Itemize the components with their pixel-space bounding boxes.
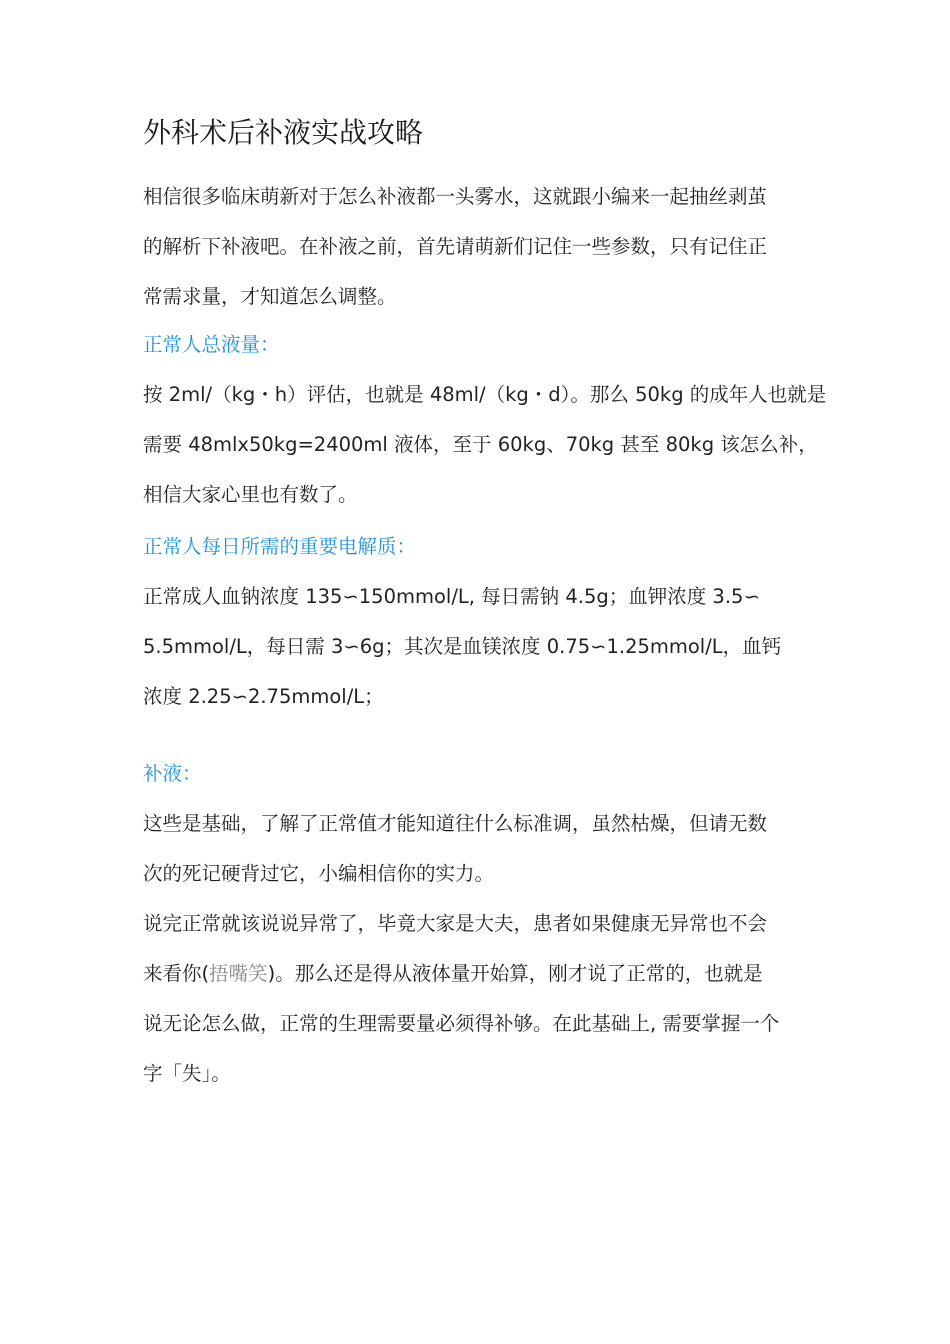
section-heading-total-fluid: 正常人总液量：: [143, 333, 280, 356]
text-line: 说无论怎么做，正常的生理需要量必须得补够。在此基础上, 需要掌握一个: [143, 1012, 780, 1035]
text-line: 正常成人血钠浓度 135∽150mmol/L, 每日需钠 4.5g；血钾浓度 3.5∽: [143, 585, 760, 608]
text-line: 5.5mmol/L，每日需 3∽6g；其次是血镁浓度 0.75∽1.25mmol/L，血钙: [143, 635, 782, 658]
text-line: 常需求量，才知道怎么调整。: [143, 285, 397, 308]
rehydration-paragraph-1: [143, 799, 813, 899]
text-line: 字「失」。: [143, 1062, 231, 1085]
electrolytes-paragraph: [143, 572, 813, 722]
text-line: 说完正常就该说说异常了，毕竟大家是大夫，患者如果健康无异常也不会: [143, 912, 768, 935]
text-line: 次的死记硬背过它，小编相信你的实力。: [143, 862, 495, 885]
text-segment: 来看你(: [143, 962, 210, 985]
text-segment: )。那么还是得从液体量开始算，刚才说了正常的，也就是: [267, 962, 763, 985]
text-line: 需要 48mlx50kg=2400ml 液体，至于 60kg、70kg 甚至 80kg 该怎么补，: [143, 433, 818, 456]
intro-paragraph: [143, 172, 813, 322]
emoticon-text: 捂嘴笑: [209, 962, 268, 985]
text-line: 按 2ml/（kg・h）评估，也就是 48ml/（kg・d）。那么 50kg 的成年人也就是: [143, 383, 827, 406]
text-line: 相信很多临床萌新对于怎么补液都一头雾水，这就跟小编来一起抽丝剥茧: [143, 185, 768, 208]
total-fluid-paragraph: [143, 370, 827, 520]
text-line: 浓度 2.25∽2.75mmol/L；: [143, 685, 384, 708]
rehydration-paragraph-2: [143, 899, 813, 1099]
text-line: 相信大家心里也有数了。: [143, 483, 358, 506]
document-title: 外科术后补液实战攻略: [143, 116, 424, 149]
section-heading-rehydration: 补液：: [143, 762, 202, 785]
text-line: [143, 949, 813, 999]
section-heading-electrolytes: 正常人每日所需的重要电解质：: [143, 535, 417, 558]
text-line: 的解析下补液吧。在补液之前，首先请萌新们记住一些参数，只有记住正: [143, 235, 768, 258]
text-line: 这些是基础，了解了正常值才能知道往什么标准调，虽然枯燥，但请无数: [143, 812, 768, 835]
